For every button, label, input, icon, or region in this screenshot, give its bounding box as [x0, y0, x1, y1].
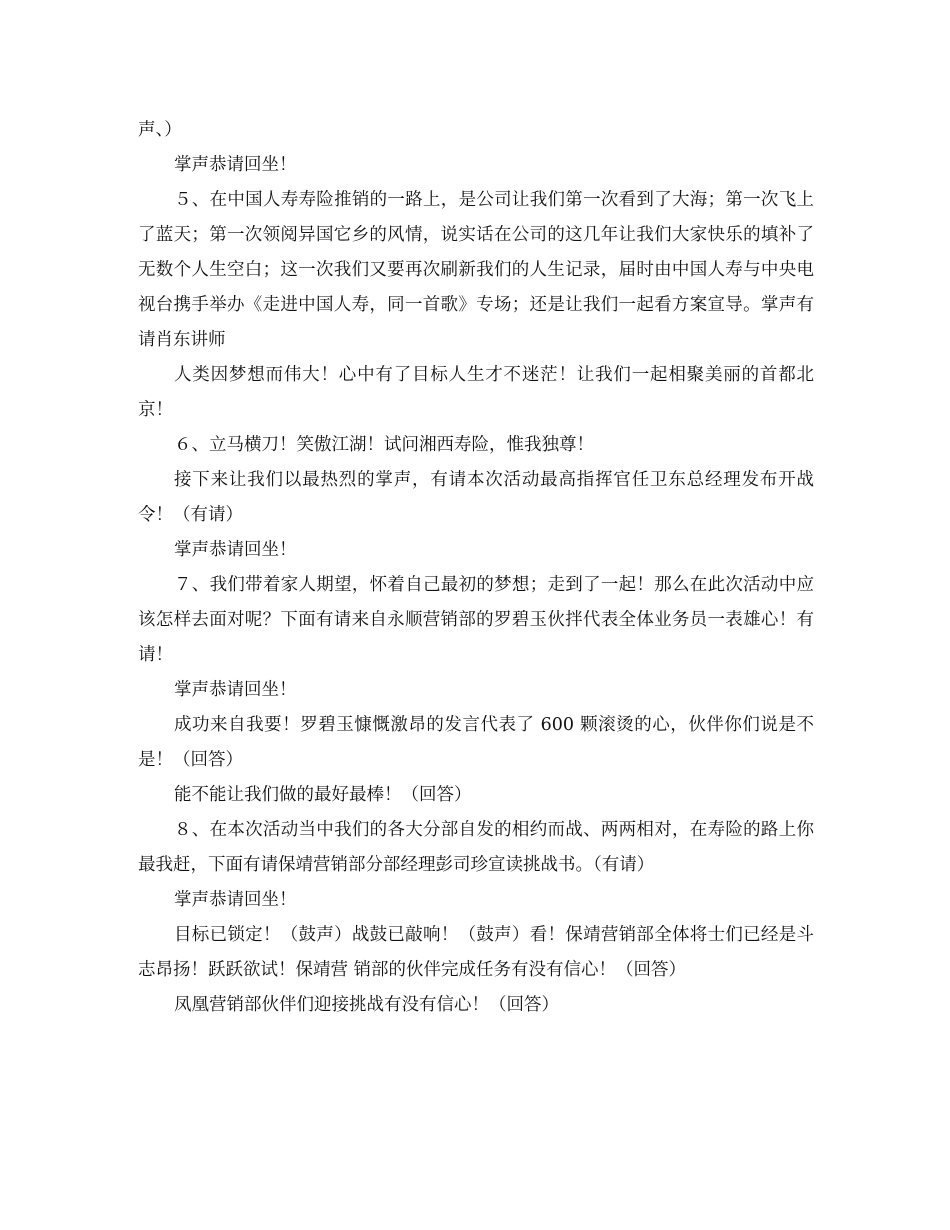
paragraph: ８、在本次活动当中我们的各大分部自发的相约而战、两两相对，在寿险的路上你最我赶，下面有请保靖营销部分部经理彭司珍宣读挑战书。（有请） [138, 820, 814, 875]
paragraph: ６、立马横刀！笑傲江湖！试问湘西寿险，惟我独尊！ [174, 435, 594, 455]
paragraph: 声、） [138, 120, 182, 140]
paragraph: 掌声恭请回坐！ [174, 155, 297, 175]
paragraph: ７、我们带着家人期望，怀着自己最初的梦想；走到了一起！那么在此次活动中应该怎样去面对呢？下面有请来自永顺营销部的罗碧玉伙拌代表全体业务员一表雄心！有请！ [138, 575, 814, 665]
paragraph: 掌声恭请回坐！ [174, 890, 297, 910]
paragraph: 人类因梦想而伟大！心中有了目标人生才不迷茫！让我们一起相聚美丽的首都北京！ [138, 365, 814, 420]
paragraph: 掌声恭请回坐！ [174, 680, 297, 700]
document-body [138, 113, 814, 1023]
paragraph: 目标已锁定！（鼓声）战鼓已敲响！（鼓声）看！保靖营销部全体将士们已经是斗志昂扬！跃跃欲试！保靖营 销部的伙伴完成任务有没有信心！（回答） [138, 925, 814, 980]
paragraph: 成功来自我要！罗碧玉慷慨激昂的发言代表了 600 颗滚烫的心，伙伴你们说是不是！（回答） [138, 715, 814, 770]
paragraph: 凤凰营销部伙伴们迎接挑战有没有信心！（回答） [174, 995, 559, 1015]
paragraph: 能不能让我们做的最好最棒！（回答） [174, 785, 472, 805]
paragraph: ５、在中国人寿寿险推销的一路上，是公司让我们第一次看到了大海；第一次飞上了蓝天；第一次领阅异国它乡的风情，说实话在公司的这几年让我们大家快乐的填补了无数个人生空白；这一次我们又要再次刷新我们的人生记录，届时由中国人寿与中央电视台携手举办《走进中国人寿，同一首歌》专场；还是让我们一起看方案宣导。掌声有请肖东讲师 [138, 190, 814, 350]
paragraph: 掌声恭请回坐！ [174, 540, 297, 560]
paragraph: 接下来让我们以最热烈的掌声，有请本次活动最高指挥官任卫东总经理发布开战令！（有请） [138, 470, 814, 525]
